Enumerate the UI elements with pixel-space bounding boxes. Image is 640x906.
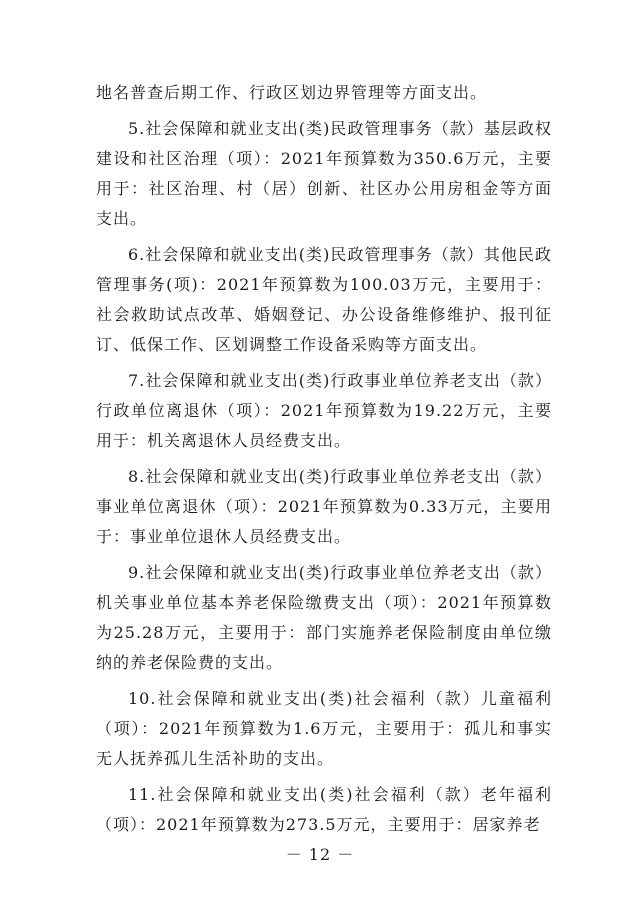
paragraph-item-6: 6.社会保障和就业支出(类)民政管理事务（款）其他民政管理事务(项)：2021年预算数为100.03万元，主要用于：社会救助试点改革、婚姻登记、办公设备维修维护、报刊征订、低保工作、区划调整工作设备采购等方面支出。 — [96, 245, 552, 354]
paragraph-item-10: 10.社会保障和就业支出(类)社会福利（款）儿童福利（项）：2021年预算数为1.6万元，主要用于：孤儿和事实无人抚养孤儿生活补助的支出。 — [96, 689, 552, 768]
paragraph-continuation: 地名普查后期工作、行政区划边界管理等方面支出。 — [96, 83, 488, 102]
page-number: － 12 － — [285, 845, 355, 864]
paragraph-item-11: 11.社会保障和就业支出(类)社会福利（款）老年福利（项）：2021年预算数为273.5万元，主要用于：居家养老 — [96, 785, 552, 834]
paragraph-item-7: 7.社会保障和就业支出(类)行政事业单位养老支出（款）行政单位离退休（项）：2021年预算数为19.22万元，主要用于：机关离退休人员经费支出。 — [96, 371, 552, 450]
document-body — [96, 78, 552, 846]
paragraph-item-9: 9.社会保障和就业支出(类)行政事业单位养老支出（款）机关事业单位基本养老保险缴费支出（项）：2021年预算数为25.28万元，主要用于：部门实施养老保险制度由单位缴纳的养老保险费的支出。 — [96, 563, 552, 672]
paragraph-item-8: 8.社会保障和就业支出(类)行政事业单位养老支出（款）事业单位离退休（项）：2021年预算数为0.33万元，主要用于：事业单位退休人员经费支出。 — [96, 467, 552, 546]
paragraph-item-5: 5.社会保障和就业支出(类)民政管理事务（款）基层政权建设和社区治理（项）：2021年预算数为350.6万元，主要用于：社区治理、村（居）创新、社区办公用房租金等方面支出。 — [96, 119, 552, 228]
